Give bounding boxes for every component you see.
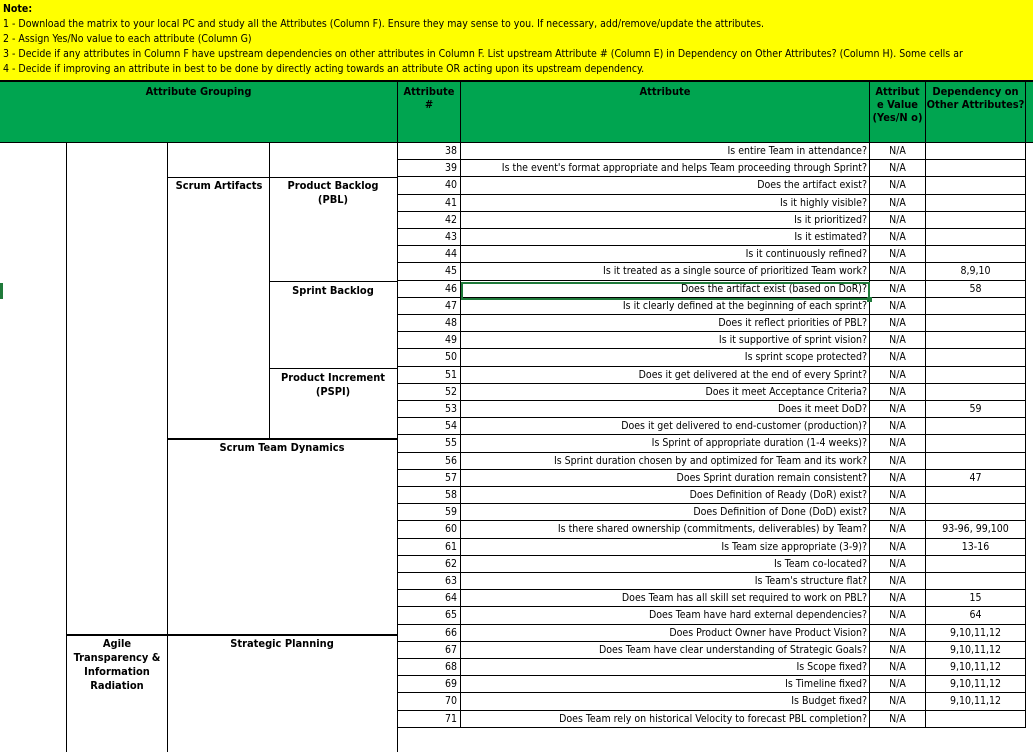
attribute-value-cell[interactable]: N/A — [870, 384, 926, 401]
border-line — [66, 143, 67, 752]
attribute-value-cell[interactable]: N/A — [870, 539, 926, 556]
attribute-value-cell[interactable]: N/A — [870, 195, 926, 212]
header-attribute[interactable]: Attribute — [461, 82, 870, 142]
table-row — [0, 590, 1033, 607]
attribute-cell[interactable]: Is it supportive of sprint vision? — [461, 332, 870, 349]
attribute-value-cell[interactable]: N/A — [870, 367, 926, 384]
table-row — [0, 367, 1033, 384]
dependency-cell[interactable] — [926, 487, 1026, 504]
dependency-cell[interactable] — [926, 229, 1026, 246]
attribute-value-cell[interactable]: N/A — [870, 263, 926, 280]
attribute-number-cell[interactable]: 53 — [398, 401, 461, 418]
attribute-value-cell[interactable]: N/A — [870, 401, 926, 418]
attribute-cell[interactable]: Does it meet DoD? — [461, 401, 870, 418]
attribute-number-cell[interactable]: 41 — [398, 195, 461, 212]
attribute-cell[interactable]: Does it get delivered to end-customer (production)? — [461, 418, 870, 435]
note-banner — [0, 0, 1033, 82]
attribute-number-cell[interactable]: 40 — [398, 177, 461, 194]
dependency-cell[interactable]: 59 — [926, 401, 1026, 418]
attribute-cell[interactable]: Does Definition of Done (DoD) exist? — [461, 504, 870, 521]
dependency-cell[interactable] — [926, 435, 1026, 452]
attribute-cell[interactable]: Is it clearly defined at the beginning of each sprint? — [461, 298, 870, 315]
attribute-value-cell[interactable]: N/A — [870, 453, 926, 470]
table-row — [0, 263, 1033, 280]
attribute-number-cell[interactable]: 62 — [398, 556, 461, 573]
attribute-value-cell[interactable]: N/A — [870, 470, 926, 487]
table-row — [0, 298, 1033, 315]
dependency-cell[interactable]: 93-96, 99,100 — [926, 521, 1026, 538]
table-row — [0, 556, 1033, 573]
attribute-value-cell[interactable]: N/A — [870, 556, 926, 573]
attribute-value-cell[interactable]: N/A — [870, 711, 926, 728]
attribute-cell[interactable]: Is the event's format appropriate and helps Team proceeding through Sprint? — [461, 160, 870, 177]
attribute-value-cell[interactable]: N/A — [870, 573, 926, 590]
attribute-number-cell[interactable]: 59 — [398, 504, 461, 521]
dependency-cell[interactable] — [926, 418, 1026, 435]
attribute-value-cell[interactable]: N/A — [870, 504, 926, 521]
table-row — [0, 212, 1033, 229]
dependency-cell[interactable] — [926, 332, 1026, 349]
dependency-cell[interactable]: 9,10,11,12 — [926, 625, 1026, 642]
dependency-cell[interactable]: 64 — [926, 607, 1026, 624]
attribute-number-cell[interactable]: 56 — [398, 453, 461, 470]
attribute-value-cell[interactable]: N/A — [870, 435, 926, 452]
attribute-cell[interactable]: Is Scope fixed? — [461, 659, 870, 676]
table-row — [0, 607, 1033, 624]
attribute-number-cell[interactable]: 55 — [398, 435, 461, 452]
table-row — [0, 573, 1033, 590]
attribute-value-cell[interactable]: N/A — [870, 349, 926, 366]
dependency-cell[interactable] — [926, 195, 1026, 212]
attribute-number-cell[interactable]: 61 — [398, 539, 461, 556]
attribute-value-cell[interactable]: N/A — [870, 315, 926, 332]
dependency-cell[interactable]: 9,10,11,12 — [926, 693, 1026, 710]
dependency-cell[interactable] — [926, 298, 1026, 315]
attribute-cell[interactable]: Does Team rely on historical Velocity to forecast PBL completion? — [461, 711, 870, 728]
header-attribute-grouping[interactable]: Attribute Grouping — [0, 82, 398, 142]
attribute-value-cell[interactable]: N/A — [870, 229, 926, 246]
attribute-cell[interactable]: Does Team have clear understanding of Strategic Goals? — [461, 642, 870, 659]
table-row — [0, 281, 1033, 298]
attribute-cell[interactable]: Does Product Owner have Product Vision? — [461, 625, 870, 642]
attribute-value-cell[interactable]: N/A — [870, 281, 926, 298]
attribute-number-cell[interactable]: 65 — [398, 607, 461, 624]
attribute-number-cell[interactable]: 47 — [398, 298, 461, 315]
dependency-cell[interactable] — [926, 367, 1026, 384]
attribute-cell[interactable]: Is sprint scope protected? — [461, 349, 870, 366]
attribute-cell[interactable]: Is Budget fixed? — [461, 693, 870, 710]
dependency-cell[interactable] — [926, 504, 1026, 521]
attribute-number-cell[interactable]: 63 — [398, 573, 461, 590]
table-row — [0, 487, 1033, 504]
attribute-cell[interactable]: Does Team has all skill set required to work on PBL? — [461, 590, 870, 607]
attribute-value-cell[interactable]: N/A — [870, 487, 926, 504]
attribute-cell[interactable]: Does the artifact exist (based on DoR)? — [461, 281, 870, 298]
table-row — [0, 143, 1033, 160]
attribute-cell[interactable]: Is Timeline fixed? — [461, 676, 870, 693]
attribute-cell[interactable]: Does Sprint duration remain consistent? — [461, 470, 870, 487]
dependency-cell[interactable] — [926, 349, 1026, 366]
attribute-cell[interactable]: Is it highly visible? — [461, 195, 870, 212]
attribute-value-cell[interactable]: N/A — [870, 693, 926, 710]
attribute-number-cell[interactable]: 57 — [398, 470, 461, 487]
border-line — [397, 143, 398, 752]
table-row — [0, 453, 1033, 470]
dependency-cell[interactable] — [926, 315, 1026, 332]
group-strategic-planning[interactable]: Strategic Planning — [169, 637, 395, 651]
attribute-cell[interactable]: Is Sprint of appropriate duration (1-4 weeks)? — [461, 435, 870, 452]
border-line — [167, 177, 398, 178]
table-row — [0, 160, 1033, 177]
table-row — [0, 229, 1033, 246]
group-agile-transparency[interactable]: Agile Transparency & Information Radiation — [68, 637, 166, 693]
dependency-cell[interactable]: 8,9,10 — [926, 263, 1026, 280]
attribute-value-cell[interactable]: N/A — [870, 212, 926, 229]
table-row — [0, 470, 1033, 487]
table-row — [0, 418, 1033, 435]
note-line-4: 4 - Decide if improving an attribute in best to be done by directly acting towards an attribute OR acting upon its upstream dependency. — [3, 63, 645, 75]
group-scrum-team-dynamics[interactable]: Scrum Team Dynamics — [169, 441, 395, 455]
header-attribute-value[interactable]: Attribut e Value (Yes/N o) — [870, 82, 926, 142]
table-row — [0, 332, 1033, 349]
attribute-number-cell[interactable]: 44 — [398, 246, 461, 263]
border-line — [66, 634, 398, 636]
attribute-value-cell[interactable]: N/A — [870, 160, 926, 177]
attribute-cell[interactable]: Does it get delivered at the end of every Sprint? — [461, 367, 870, 384]
attribute-value-cell[interactable]: N/A — [870, 642, 926, 659]
attribute-number-cell[interactable]: 38 — [398, 143, 461, 160]
attribute-number-cell[interactable]: 49 — [398, 332, 461, 349]
attribute-value-cell[interactable]: N/A — [870, 298, 926, 315]
dependency-cell[interactable] — [926, 177, 1026, 194]
table-row — [0, 195, 1033, 212]
attribute-cell[interactable]: Is Sprint duration chosen by and optimized for Team and its work? — [461, 453, 870, 470]
dependency-cell[interactable] — [926, 246, 1026, 263]
attribute-number-cell[interactable]: 71 — [398, 711, 461, 728]
table-row — [0, 504, 1033, 521]
group-product-increment[interactable]: Product Increment (PSPI) — [271, 371, 395, 399]
border-line — [167, 438, 398, 440]
attribute-value-cell[interactable]: N/A — [870, 177, 926, 194]
dependency-cell[interactable] — [926, 556, 1026, 573]
header-dependency[interactable]: Dependency on Other Attributes? — [926, 82, 1026, 142]
note-line-1: 1 - Download the matrix to your local PC and study all the Attributes (Column F). Ensure they may sense to you. If necessary, add/remove/update the attributes. — [3, 18, 765, 30]
table-row — [0, 177, 1033, 194]
attribute-value-cell[interactable]: N/A — [870, 521, 926, 538]
attribute-number-cell[interactable]: 64 — [398, 590, 461, 607]
group-scrum-artifacts[interactable]: Scrum Artifacts — [169, 179, 269, 193]
attribute-cell[interactable]: Does it meet Acceptance Criteria? — [461, 384, 870, 401]
attribute-cell[interactable]: Is there shared ownership (commitments, deliverables) by Team? — [461, 521, 870, 538]
attribute-number-cell[interactable]: 67 — [398, 642, 461, 659]
table-row — [0, 246, 1033, 263]
attribute-cell[interactable]: Is it treated as a single source of prioritized Team work? — [461, 263, 870, 280]
table-row — [0, 384, 1033, 401]
table-row — [0, 315, 1033, 332]
attribute-cell[interactable]: Is it estimated? — [461, 229, 870, 246]
attribute-number-cell[interactable]: 52 — [398, 384, 461, 401]
header-row — [0, 82, 1033, 143]
dependency-cell[interactable] — [926, 453, 1026, 470]
attribute-number-cell[interactable]: 39 — [398, 160, 461, 177]
attribute-number-cell[interactable]: 42 — [398, 212, 461, 229]
attribute-number-cell[interactable]: 51 — [398, 367, 461, 384]
attribute-value-cell[interactable]: N/A — [870, 659, 926, 676]
attribute-value-cell[interactable]: N/A — [870, 676, 926, 693]
attribute-cell[interactable]: Is Team size appropriate (3-9)? — [461, 539, 870, 556]
attribute-cell[interactable]: Is it prioritized? — [461, 212, 870, 229]
note-line-3: 3 - Decide if any attributes in Column F have upstream dependencies on other attributes in Column F. List upstream Attribute # (Column E) in Dependency on Other Attributes? (Column H). Some cells ar — [3, 48, 963, 60]
attribute-cell[interactable]: Does Team have hard external dependencies? — [461, 607, 870, 624]
table-row — [0, 711, 1033, 728]
group-product-backlog[interactable]: Product Backlog (PBL) — [271, 179, 395, 207]
table-row — [0, 435, 1033, 452]
attribute-value-cell[interactable]: N/A — [870, 143, 926, 160]
header-attribute-number[interactable]: Attribute # — [398, 82, 461, 142]
attribute-cell[interactable]: Is Team's structure flat? — [461, 573, 870, 590]
attribute-cell[interactable]: Is entire Team in attendance? — [461, 143, 870, 160]
attribute-value-cell[interactable]: N/A — [870, 625, 926, 642]
attribute-value-cell[interactable]: N/A — [870, 246, 926, 263]
dependency-cell[interactable]: 58 — [926, 281, 1026, 298]
group-sprint-backlog[interactable]: Sprint Backlog — [271, 284, 395, 298]
attribute-cell[interactable]: Does the artifact exist? — [461, 177, 870, 194]
attribute-cell[interactable]: Does it reflect priorities of PBL? — [461, 315, 870, 332]
table-row — [0, 401, 1033, 418]
dependency-cell[interactable] — [926, 160, 1026, 177]
attribute-number-cell[interactable]: 46 — [398, 281, 461, 298]
attribute-number-cell[interactable]: 50 — [398, 349, 461, 366]
border-line — [167, 143, 168, 752]
attribute-cell[interactable]: Is it continuously refined? — [461, 246, 870, 263]
row-selection-marker — [0, 283, 3, 299]
attribute-cell[interactable]: Is Team co-located? — [461, 556, 870, 573]
attribute-number-cell[interactable]: 60 — [398, 521, 461, 538]
attribute-number-cell[interactable]: 58 — [398, 487, 461, 504]
attribute-cell[interactable]: Does Definition of Ready (DoR) exist? — [461, 487, 870, 504]
attribute-number-cell[interactable]: 66 — [398, 625, 461, 642]
attribute-number-cell[interactable]: 68 — [398, 659, 461, 676]
dependency-cell[interactable] — [926, 384, 1026, 401]
attribute-value-cell[interactable]: N/A — [870, 418, 926, 435]
dependency-cell[interactable] — [926, 573, 1026, 590]
dependency-cell[interactable]: 13-16 — [926, 539, 1026, 556]
border-line — [269, 143, 270, 439]
attribute-number-cell[interactable]: 48 — [398, 315, 461, 332]
table-row — [0, 521, 1033, 538]
dependency-cell[interactable]: 15 — [926, 590, 1026, 607]
dependency-cell[interactable] — [926, 711, 1026, 728]
note-line-2: 2 - Assign Yes/No value to each attribute (Column G) — [3, 33, 252, 45]
dependency-cell[interactable]: 9,10,11,12 — [926, 676, 1026, 693]
border-line — [269, 368, 398, 369]
attribute-number-cell[interactable]: 45 — [398, 263, 461, 280]
attribute-number-cell[interactable]: 54 — [398, 418, 461, 435]
border-line — [269, 281, 398, 282]
attribute-number-cell[interactable]: 43 — [398, 229, 461, 246]
table-row — [0, 349, 1033, 366]
attribute-number-cell[interactable]: 69 — [398, 676, 461, 693]
attribute-number-cell[interactable]: 70 — [398, 693, 461, 710]
attribute-value-cell[interactable]: N/A — [870, 590, 926, 607]
dependency-cell[interactable]: 47 — [926, 470, 1026, 487]
attribute-value-cell[interactable]: N/A — [870, 332, 926, 349]
table-row — [0, 693, 1033, 710]
attribute-value-cell[interactable]: N/A — [870, 607, 926, 624]
dependency-cell[interactable]: 9,10,11,12 — [926, 642, 1026, 659]
note-title: Note: — [3, 3, 33, 15]
dependency-cell[interactable] — [926, 212, 1026, 229]
table-row — [0, 539, 1033, 556]
dependency-cell[interactable] — [926, 143, 1026, 160]
dependency-cell[interactable]: 9,10,11,12 — [926, 659, 1026, 676]
